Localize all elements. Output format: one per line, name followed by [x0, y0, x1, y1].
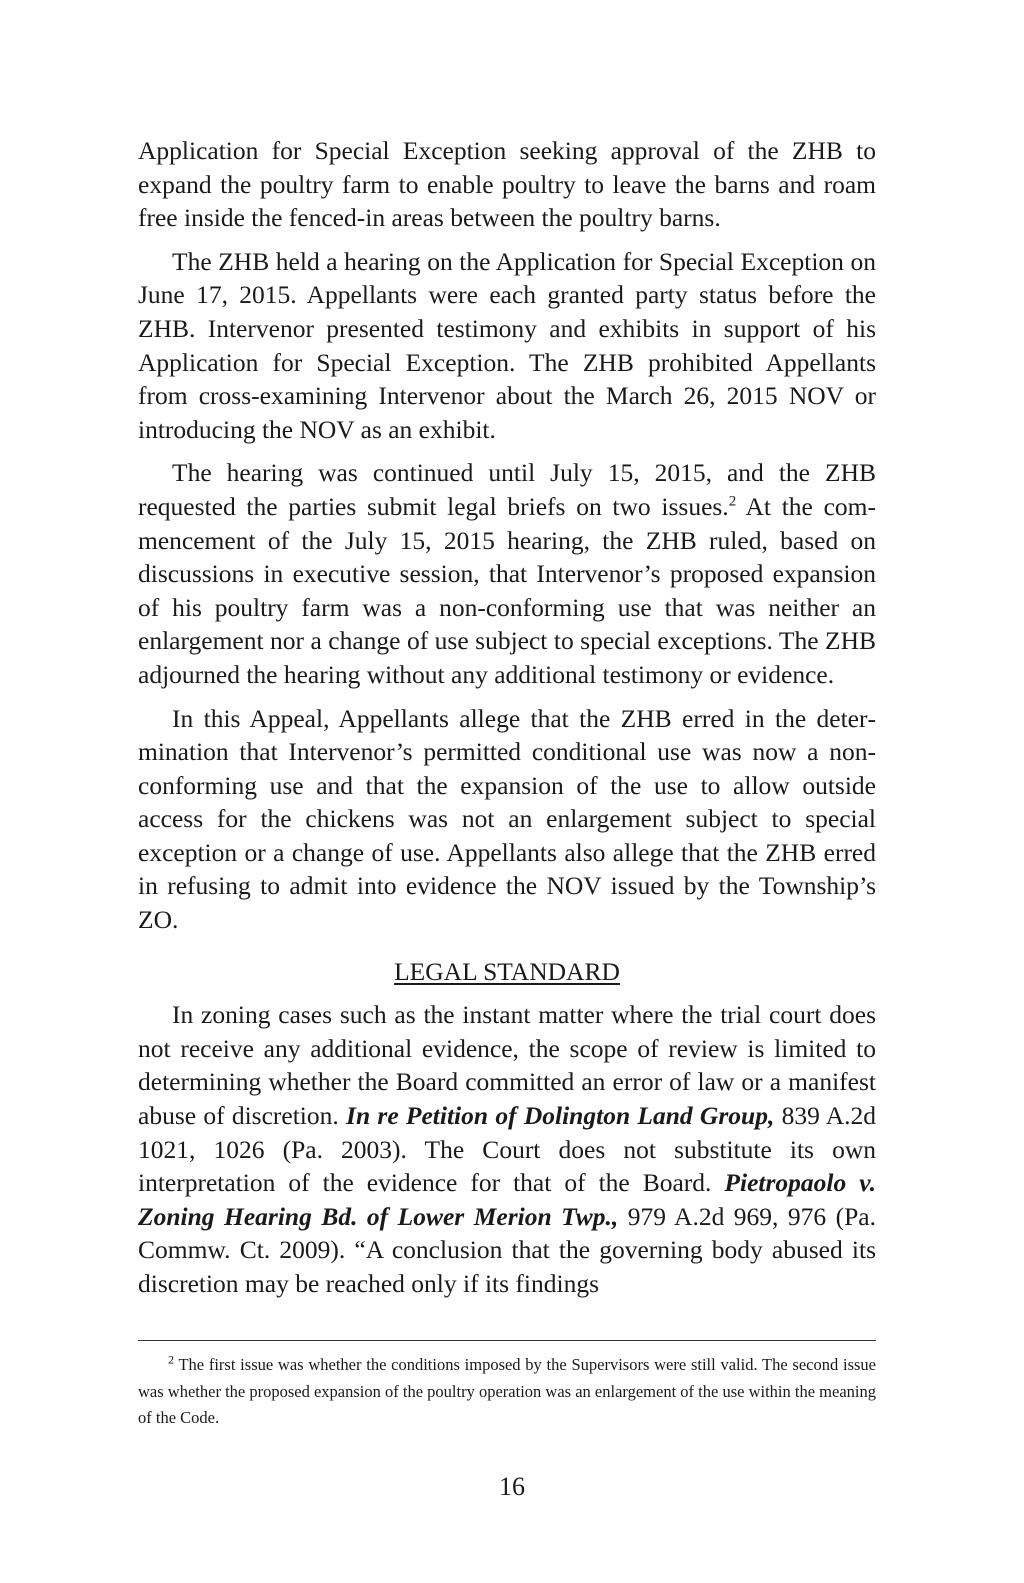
- paragraph-scope-part2: 839 A.2d 1021, 1026 (Pa. 2003). The Court does not substitute its own interpretation of the evidence for that of the Board.: [138, 1101, 876, 1198]
- case-citation-dolington: In re Petition of Dolington Land Group,: [346, 1101, 775, 1131]
- footnote-mark: 2: [168, 1352, 174, 1367]
- section-heading-legal-standard: [138, 955, 876, 989]
- case-citation-pietropaolo: Pietropaolo v. Zoning Hearing Bd. of Lower Merion Twp.,: [138, 1168, 876, 1231]
- page-number: 16: [499, 1472, 525, 1501]
- paragraph-application-continued: Application for Special Exception seeking approval of the ZHB to expand the poultry farm to enable poultry to leave the barns and roam free inside the fenced-in areas between the poultry barns.: [138, 136, 876, 233]
- paragraph-scope-part1: In zoning cases such as the instant matter where the trial court does not receive any additional evidence, the scope of review is limited to determining whether the Board committed an error of law or a manifest abuse of discretion.: [138, 1000, 876, 1131]
- paragraph-hearing-continued-part1: The hearing was continued until July 15, 2015, and the ZHB requested the parties submit legal briefs on two issues.: [138, 458, 876, 521]
- footnote-reference-2[interactable]: 2: [728, 493, 737, 510]
- footnote-divider: [138, 1340, 876, 1341]
- section-heading-text: LEGAL STANDARD: [394, 956, 620, 986]
- footnotes-section: [138, 1352, 876, 1432]
- paragraph-scope-part3: 979 A.2d 969, 976 (Pa. Commw. Ct. 2009). “A conclusion that the governing body abused its discretion may be reached only if its findings: [138, 1201, 877, 1298]
- footnote-text: The first issue was whether the conditions imposed by the Supervisors were still valid. The second issue was whether the proposed expansion of the poultry operation was an enlargement of the use within the meaning of the Code.: [138, 1355, 876, 1427]
- paragraph-hearing-continued-part2: At the commencement of the July 15, 2015 hearing, the ZHB ruled, based on discussions in executive session, that Intervenor’s proposed expansion of his poultry farm was a non-conforming use that was neither an enlargement nor a change of use subject to special exceptions. The ZHB adjourned the hearing without any additional testimony or evidence.: [138, 491, 876, 689]
- paragraph-zhb-hearing: The ZHB held a hearing on the Application for Special Exception on June 17, 2015. Appellants were each granted party status before the ZHB. Intervenor presented testimony and exhibits in support of his Application for Special Exception. The ZHB prohibited Appellants from cross-examining Intervenor about the March 26, 2015 NOV or introducing the NOV as an exhibit.: [138, 246, 876, 444]
- paragraph-hearing-continued: [138, 456, 876, 691]
- footnote-2: [138, 1352, 876, 1432]
- paragraph-appeal-allegations: In this Appeal, Appellants allege that the ZHB erred in the determination that Intervenor’s permitted conditional use was now a nonconforming use and that the expansion of the use to allow outside access for the chickens was not an enlargement subject to special exception or a change of use. Appellants also allege that the ZHB erred in refusing to admit into evidence the NOV issued by the Township’s ZO.: [138, 703, 876, 935]
- document-body: [138, 134, 876, 1311]
- paragraph-scope-of-review: [138, 998, 876, 1300]
